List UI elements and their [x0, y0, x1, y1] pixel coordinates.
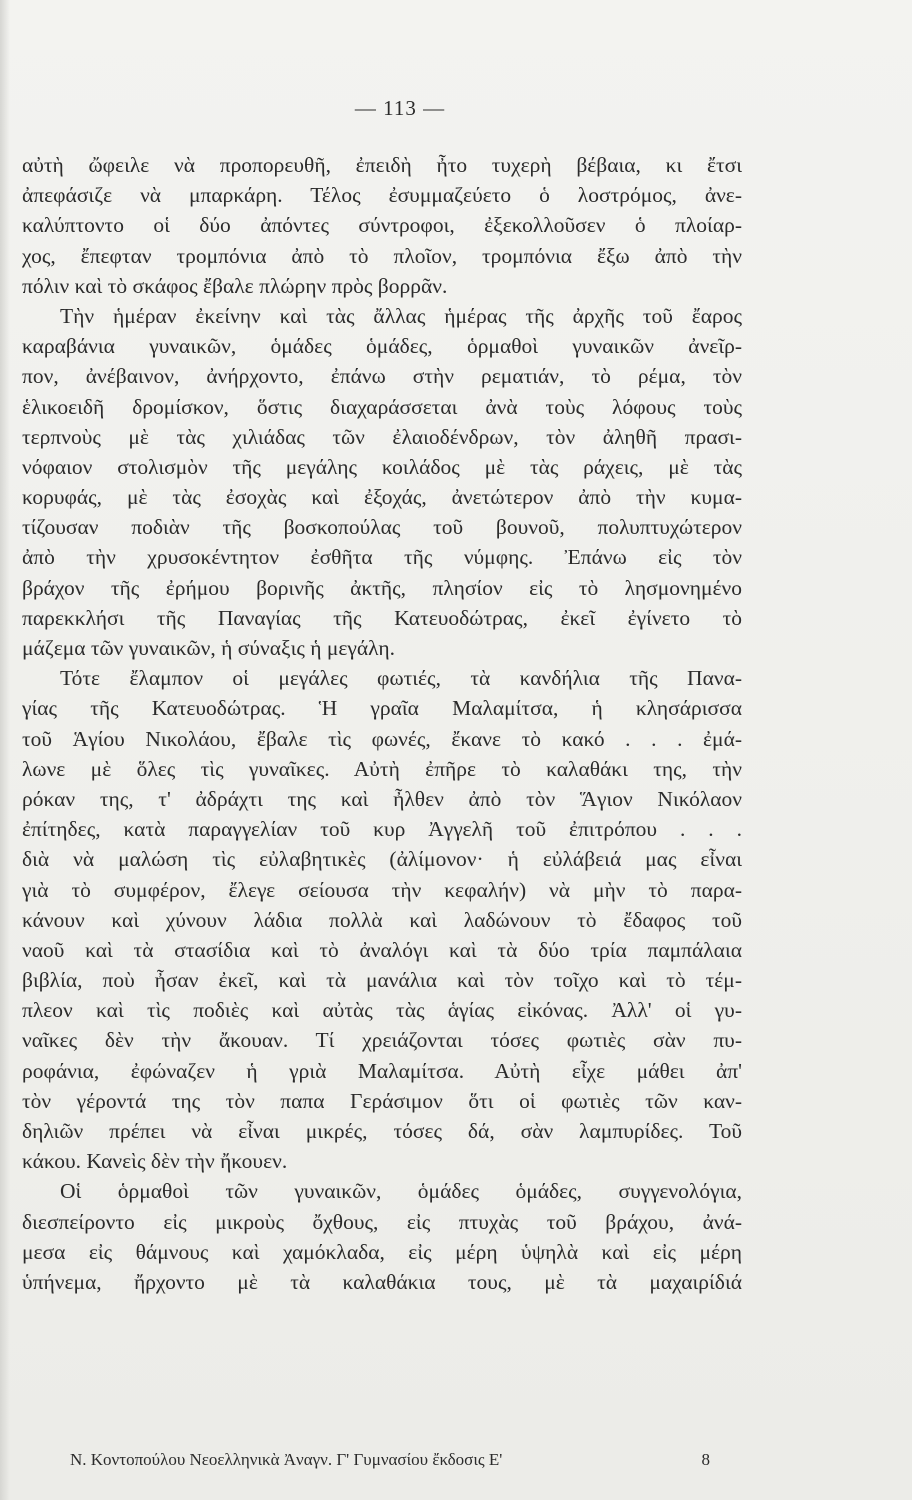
text-line: κορυφάς, μὲ τὰς ἐσοχὰς καὶ ἐξοχάς, ἀνετώτερον ἀπὸ τὴν κυμα- [22, 485, 742, 510]
text-line: τερπνοὺς μὲ τὰς χιλιάδας τῶν ἐλαιοδένδρων, τὸν ἀληθῆ πρασι- [22, 424, 742, 449]
text-line: διεσπείροντο εἰς μικροὺς ὄχθους, εἰς πτυχὰς τοῦ βράχου, ἀνά- [22, 1209, 742, 1234]
text-line: πόλιν καὶ τὸ σκάφος ἔβαλε πλώρην πρὸς βορρᾶν. [22, 273, 448, 298]
text-line: διὰ νὰ μαλώση τὶς εὐλαβητικὲς (ἀλίμονον· ἡ εὐλάβειά μας εἶναι [22, 847, 742, 872]
footer [70, 1450, 710, 1470]
text-line: ἑλικοειδῆ δρομίσκον, ὅστις διαχαράσσεται ἀνὰ τοὺς λόφους τοὺς [22, 394, 742, 419]
text-line: πλεον καὶ τὶς ποδιὲς καὶ αὐτὰς τὰς ἁγίας εἰκόνας. Ἀλλ' οἱ γυ- [22, 998, 742, 1023]
text-line: λωνε μὲ ὅλες τὶς γυναῖκες. Αὐτὴ ἐπῆρε τὸ καλαθάκι της, τὴν [22, 756, 742, 781]
text-line: τίζουσαν ποδιὰν τῆς βοσκοπούλας τοῦ βουνοῦ, πολυπτυχώτερον [22, 515, 742, 540]
text-line: ναοῦ καὶ τὰ στασίδια καὶ τὸ ἀναλόγι καὶ τὰ δύο τρία παμπάλαια [22, 937, 742, 962]
text-line: ἐπίτηδες, κατὰ παραγγελίαν τοῦ κυρ Ἀγγελῆ τοῦ ἐπιτρόπου . . . [22, 817, 742, 842]
text-line: βράχον τῆς ἐρήμου βορινῆς ἀκτῆς, πλησίον εἰς τὸ λησμονημένο [22, 575, 742, 600]
text-line: Τότε ἔλαμπον οἱ μεγάλες φωτιές, τὰ κανδήλια τῆς Πανα- [60, 666, 742, 691]
text-line: παρεκκλήσι τῆς Παναγίας τῆς Κατευοδώτρας, ἐκεῖ ἐγίνετο τὸ [22, 605, 742, 630]
page-number: — 113 — [354, 96, 446, 120]
text-line: μεσα εἰς θάμνους καὶ χαμόκλαδα, εἰς μέρη ὑψηλὰ καὶ εἰς μέρη [22, 1239, 742, 1264]
body-text [22, 150, 742, 1297]
text-line: κάκου. Κανεὶς δὲν τὴν ἤκουεν. [22, 1149, 288, 1174]
text-line: ἀπὸ τὴν χρυσοκέντητον ἐσθῆτα τῆς νύμφης. Ἐπάνω εἰς τὸν [22, 545, 742, 570]
text-line: ναῖκες δὲν τὴν ἄκουαν. Τί χρειάζονται τόσες φωτιὲς σὰν πυ- [22, 1028, 742, 1053]
text-line: Οἱ ὁρμαθοὶ τῶν γυναικῶν, ὁμάδες ὁμάδες, συγγενολόγια, [60, 1179, 742, 1204]
footer-signature: Ν. Κοντοπούλου Νεοελληνικὰ Ἀναγν. Γ' Γυμνασίου ἔκδοσις Ε' [70, 1450, 503, 1469]
text-line: ρόκαν της, τ' ἀδράχτι της καὶ ἦλθεν ἀπὸ τὸν Ἅγιον Νικόλαον [22, 786, 742, 811]
text-line: δηλιῶν πρέπει νὰ εἶναι μικρές, τόσες δά, σὰν λαμπυρίδες. Τοῦ [22, 1119, 742, 1143]
text-line: καραβάνια γυναικῶν, ὁμάδες ὁμάδες, ὁρμαθοὶ γυναικῶν ἀνεῖρ- [22, 334, 742, 359]
text-line: ροφάνια, ἐφώναζεν ἡ γριὰ Μαλαμίτσα. Αὐτὴ εἶχε μάθει ἀπ' [22, 1058, 742, 1083]
page-edge-shadow [0, 0, 10, 1500]
text-line: μάζεμα τῶν γυναικῶν, ἡ σύναξις ἡ μεγάλη. [22, 636, 396, 660]
text-line: κάνουν καὶ χύνουν λάδια πολλὰ καὶ λαδώνουν τὸ ἔδαφος τοῦ [22, 907, 742, 932]
text-line: γίας τῆς Κατευοδώτρας. Ἡ γραῖα Μαλαμίτσα, ἡ κλησάρισσα [22, 696, 742, 721]
text-line: πον, ἀνέβαινον, ἀνήρχοντο, ἐπάνω στὴν ρεματιάν, τὸ ρέμα, τὸν [22, 364, 742, 389]
text-line: αὐτὴ ὤφειλε νὰ προπορευθῆ, ἐπειδὴ ἦτο τυχερὴ βέβαια, κι ἔτσι [22, 153, 742, 177]
text-line: τοῦ Ἁγίου Νικολάου, ἔβαλε τὶς φωνές, ἔκανε τὸ κακό . . . ἐμά- [22, 726, 742, 751]
text-line: Τὴν ἡμέραν ἐκείνην καὶ τὰς ἄλλας ἡμέρας τῆς ἀρχῆς τοῦ ἔαρος [60, 303, 742, 328]
text-line: τὸν γέροντά της τὸν παπα Γεράσιμον ὅτι οἱ φωτιὲς τῶν καν- [22, 1088, 742, 1113]
text-line: ἀπεφάσιζε νὰ μπαρκάρη. Τέλος ἐσυμμαζεύετο ὁ λοστρόμος, ἀνε- [22, 183, 742, 208]
text-line: γιὰ τὸ συμφέρον, ἔλεγε σείουσα τὴν κεφαλήν) νὰ μὴν τὸ παρα- [22, 877, 742, 902]
text-line: χος, ἔπεφταν τρομπόνια ἀπὸ τὸ πλοῖον, τρομπόνια ἔξω ἀπὸ τὴν [22, 243, 742, 268]
text-line: ὑπήνεμα, ἤρχοντο μὲ τὰ καλαθάκια τους, μὲ τὰ μαχαιρίδιά [22, 1269, 742, 1294]
text-line: νόφαιον στολισμὸν τῆς μεγάλης κοιλάδος μὲ τὰς ράχεις, μὲ τὰς [22, 454, 742, 479]
text-line: βιβλία, ποὺ ἦσαν ἐκεῖ, καὶ τὰ μανάλια καὶ τὸν τοῖχο καὶ τὸ τέμ- [22, 968, 742, 993]
text-line: καλύπτοντο οἱ δύο ἀπόντες σύντροφοι, ἐξεκολλοῦσεν ὁ πλοίαρ- [22, 213, 742, 238]
footer-sheet-number: 8 [701, 1450, 710, 1469]
